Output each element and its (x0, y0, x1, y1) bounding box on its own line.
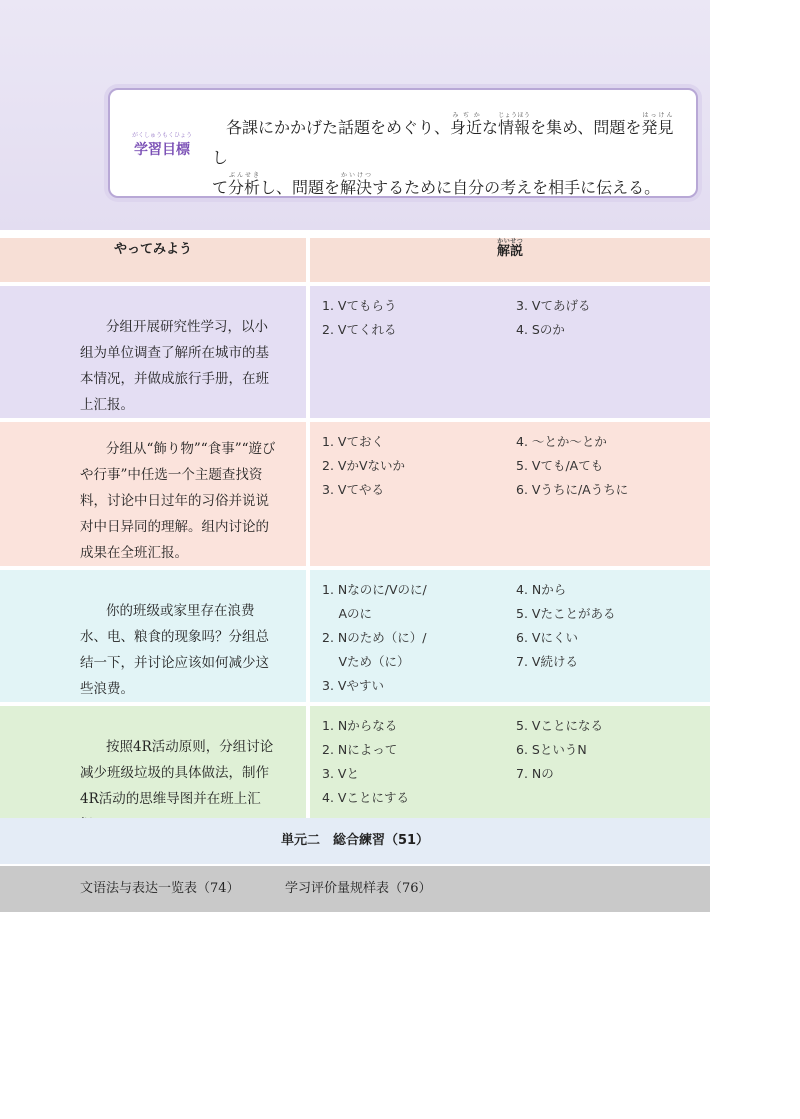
goal-text-1c: を集め、問題を (530, 118, 642, 137)
footer-evaluation-table: 学习评价量规样表（76） (285, 881, 432, 896)
activity-text: 分组开展研究性学习，以小组为单位调查了解所在城市的基本情况，并做成旅行手册，在班上汇报。 (80, 319, 269, 413)
learning-goal-text (212, 112, 680, 203)
grammar-item: 2. VかVないか (322, 458, 406, 473)
activity-text: 你的班级或家里存在浪费水、电、粮食的现象吗？分组总结一下，并讨论应该如何减少这些浪费。 (80, 603, 269, 697)
goal-text-1b: な (482, 118, 499, 137)
header-kaisetsu: 解説かいせつ (310, 238, 710, 282)
learning-goal-box (108, 88, 698, 198)
goal-ruby-bunseki: 分析ぶんせき (228, 172, 261, 197)
contents-table (0, 234, 710, 842)
grammar-item: Aのに (322, 606, 373, 621)
goal-ruby-hakken: 発見はっけん (641, 112, 674, 137)
grammar-item: 4. ～とか～とか (516, 434, 607, 449)
grammar-item: 1. Nからなる (322, 718, 398, 733)
grammar-item: 4. Sのか (516, 322, 565, 337)
grammar-item: 3. Vてあげる (516, 298, 591, 313)
grammar-item: 5. Vたことがある (516, 606, 616, 621)
goal-ruby-kaiketsu: 解決かいけつ (340, 172, 373, 197)
grammar-item: 4. Nから (516, 582, 567, 597)
grammar-cell (310, 422, 710, 566)
grammar-cell (310, 570, 710, 702)
grammar-item: 7. Nの (516, 766, 554, 781)
goal-text-1d: し (212, 148, 229, 167)
grammar-cell (310, 286, 710, 418)
activity-cell (0, 570, 310, 702)
footer-bar (0, 866, 710, 912)
grammar-item: 2. Vてくれる (322, 322, 397, 337)
table-header-row (0, 238, 710, 282)
unit2-review-heading: 単元二 総合練習（51） (0, 818, 710, 864)
grammar-item: 4. Vことにする (322, 790, 409, 805)
grammar-item: 6. Vにくい (516, 630, 578, 645)
grammar-item: 7. V続ける (516, 654, 578, 669)
footer-grammar-list: 文语法与表达一览表（74） (80, 881, 240, 896)
goal-text-2a: て (212, 178, 229, 197)
table-row (0, 286, 710, 418)
grammar-item: 3. Vと (322, 766, 359, 781)
goal-text-1a: 各課にかかげた話題をめぐり、 (226, 118, 451, 137)
learning-goal-label (132, 130, 192, 159)
header-yattemiyou: やってみよう (0, 238, 310, 282)
grammar-item: 1. Vてもらう (322, 298, 397, 313)
table-row (0, 570, 710, 702)
grammar-item: 2. Nのため（に）/ (322, 630, 427, 645)
grammar-item: 1. Nなのに/Vのに/ (322, 582, 427, 597)
activity-cell (0, 286, 310, 418)
grammar-item: 6. Vうちに/Aうちに (516, 482, 629, 497)
table-row (0, 422, 710, 566)
activity-text: 按照4R活动原则，分组讨论减少班级垃圾的具体做法，制作4R活动的思维导图并在班上汇 (80, 739, 274, 807)
goal-ruby-mijika: 身近みぢか (450, 112, 483, 137)
grammar-item: 5. Vことになる (516, 718, 603, 733)
goal-ruby-jouhou: 情報じょうほう (498, 112, 531, 137)
activity-text: 分组从“飾り物”“食事”“遊びや行事”中任选一个主题查找资料，讨论中日过年的习俗并说说对中日异同的理解。组内讨论的成果在全班汇报。 (80, 441, 276, 561)
learning-goal-label-ruby: がくしゅうもくひょう (132, 132, 193, 139)
activity-cell (0, 422, 310, 566)
grammar-item: 6. SというN (516, 742, 587, 757)
grammar-item: 2. Nによって (322, 742, 398, 757)
grammar-item: Vため（に） (322, 654, 410, 669)
grammar-item: 1. Vておく (322, 434, 384, 449)
grammar-item: 3. Vてやる (322, 482, 384, 497)
goal-text-2c: するために自分の考えを相手に伝える。 (372, 178, 661, 197)
grammar-item: 3. Vやすい (322, 678, 384, 693)
learning-goal-label-text: 学習目標 (134, 142, 190, 158)
goal-text-2b: し、問題を (260, 178, 341, 197)
grammar-item: 5. Vても/Aても (516, 458, 604, 473)
